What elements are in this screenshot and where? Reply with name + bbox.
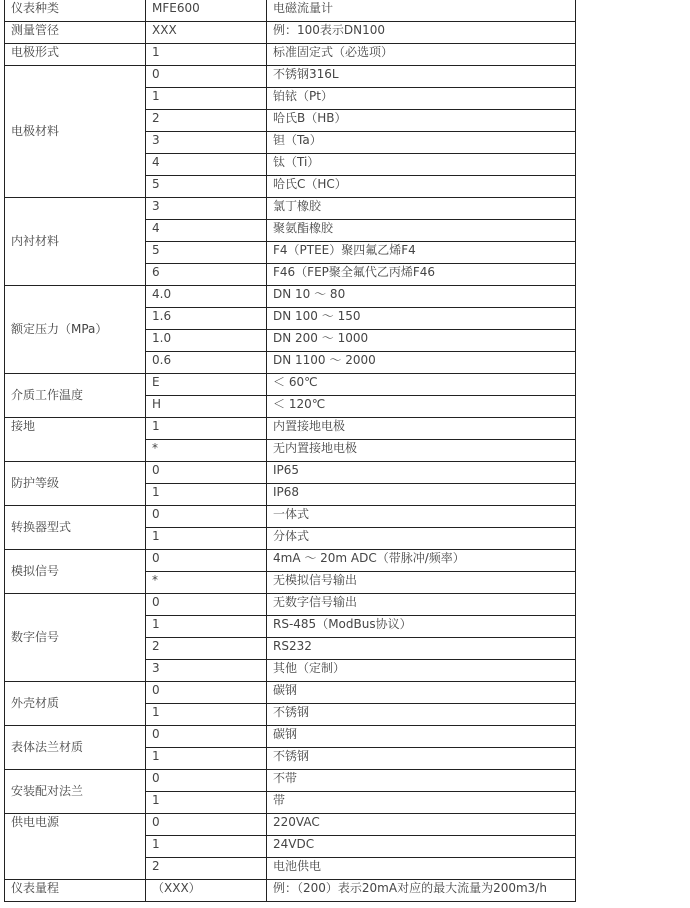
group-label-cell: 安装配对法兰 — [5, 770, 146, 814]
description-cell: IP65 — [267, 462, 576, 484]
description-cell: 一体式 — [267, 506, 576, 528]
group-label-cell: 内衬材料 — [5, 198, 146, 286]
description-cell: F46（FEP聚全氟代乙丙烯F46 — [267, 264, 576, 286]
code-cell: 1 — [146, 616, 267, 638]
table-row — [5, 0, 576, 22]
group-label-cell: 额定压力（MPa） — [5, 286, 146, 374]
description-cell: DN 10 ～ 80 — [267, 286, 576, 308]
description-cell: RS-485（ModBus协议） — [267, 616, 576, 638]
code-cell: 1 — [146, 88, 267, 110]
code-cell: 0 — [146, 66, 267, 88]
description-cell: 铂铱（Pt） — [267, 88, 576, 110]
group-label-cell: 数字信号 — [5, 594, 146, 682]
code-cell: 1 — [146, 484, 267, 506]
code-cell: 0 — [146, 726, 267, 748]
code-cell: 4.0 — [146, 286, 267, 308]
code-cell: 1.0 — [146, 330, 267, 352]
group-label-cell: 防护等级 — [5, 462, 146, 506]
group-label-cell: 仪表量程 — [5, 880, 146, 902]
table-row — [5, 418, 576, 440]
description-cell: 不锈钢 — [267, 748, 576, 770]
code-cell: 6 — [146, 264, 267, 286]
group-label-cell: 接地 — [5, 418, 146, 462]
description-cell: 带 — [267, 792, 576, 814]
code-cell: 1 — [146, 836, 267, 858]
description-cell: 无内置接地电极 — [267, 440, 576, 462]
description-cell: DN 100 ～ 150 — [267, 308, 576, 330]
description-cell: 内置接地电极 — [267, 418, 576, 440]
description-cell: IP68 — [267, 484, 576, 506]
spec-table-body — [5, 0, 576, 902]
code-cell: 1.6 — [146, 308, 267, 330]
description-cell: 哈氏B（HB） — [267, 110, 576, 132]
table-row — [5, 726, 576, 748]
code-cell: 0 — [146, 814, 267, 836]
description-cell: ＜ 60℃ — [267, 374, 576, 396]
spec-table — [4, 0, 576, 902]
description-cell: 标准固定式（必选项） — [267, 44, 576, 66]
code-cell: 4 — [146, 154, 267, 176]
description-cell: 电磁流量计 — [267, 0, 576, 22]
code-cell: 1 — [146, 44, 267, 66]
group-label-cell: 仪表种类 — [5, 0, 146, 22]
code-cell: MFE600 — [146, 0, 267, 22]
description-cell: 无模拟信号输出 — [267, 572, 576, 594]
group-label-cell: 供电电源 — [5, 814, 146, 880]
code-cell: 1 — [146, 704, 267, 726]
table-row — [5, 594, 576, 616]
table-row — [5, 550, 576, 572]
table-row — [5, 22, 576, 44]
group-label-cell: 表体法兰材质 — [5, 726, 146, 770]
code-cell: 1 — [146, 748, 267, 770]
code-cell: 0 — [146, 506, 267, 528]
code-cell: 1 — [146, 418, 267, 440]
table-row — [5, 462, 576, 484]
code-cell: 5 — [146, 176, 267, 198]
group-label-cell: 电极形式 — [5, 44, 146, 66]
table-row — [5, 682, 576, 704]
description-cell: 氯丁橡胶 — [267, 198, 576, 220]
group-label-cell: 测量管径 — [5, 22, 146, 44]
description-cell: 聚氨酯橡胶 — [267, 220, 576, 242]
description-cell: ＜ 120℃ — [267, 396, 576, 418]
code-cell: 0.6 — [146, 352, 267, 374]
code-cell: 5 — [146, 242, 267, 264]
code-cell: H — [146, 396, 267, 418]
code-cell: 2 — [146, 638, 267, 660]
table-row — [5, 198, 576, 220]
table-row — [5, 814, 576, 836]
code-cell: XXX — [146, 22, 267, 44]
code-cell: 1 — [146, 792, 267, 814]
group-label-cell: 电极材料 — [5, 66, 146, 198]
description-cell: 不锈钢316L — [267, 66, 576, 88]
code-cell: 3 — [146, 660, 267, 682]
description-cell: 电池供电 — [267, 858, 576, 880]
table-row — [5, 506, 576, 528]
description-cell: 分体式 — [267, 528, 576, 550]
table-row — [5, 44, 576, 66]
code-cell: E — [146, 374, 267, 396]
table-row — [5, 286, 576, 308]
description-cell: 不带 — [267, 770, 576, 792]
code-cell: 2 — [146, 858, 267, 880]
description-cell: 例：100表示DN100 — [267, 22, 576, 44]
code-cell: （XXX） — [146, 880, 267, 902]
description-cell: 例：（200）表示20mA对应的最大流量为200m3/h — [267, 880, 576, 902]
description-cell: 4mA ～ 20m ADC（带脉冲/频率） — [267, 550, 576, 572]
description-cell: F4（PTEE）聚四氟乙烯F4 — [267, 242, 576, 264]
description-cell: 碳钢 — [267, 726, 576, 748]
code-cell: * — [146, 572, 267, 594]
group-label-cell: 外壳材质 — [5, 682, 146, 726]
code-cell: 0 — [146, 594, 267, 616]
code-cell: 1 — [146, 528, 267, 550]
description-cell: 220VAC — [267, 814, 576, 836]
group-label-cell: 介质工作温度 — [5, 374, 146, 418]
group-label-cell: 模拟信号 — [5, 550, 146, 594]
description-cell: 24VDC — [267, 836, 576, 858]
description-cell: 其他（定制） — [267, 660, 576, 682]
code-cell: 3 — [146, 132, 267, 154]
description-cell: RS232 — [267, 638, 576, 660]
code-cell: * — [146, 440, 267, 462]
table-row — [5, 880, 576, 902]
code-cell: 3 — [146, 198, 267, 220]
code-cell: 0 — [146, 462, 267, 484]
description-cell: 钽（Ta） — [267, 132, 576, 154]
description-cell: 钛（Ti） — [267, 154, 576, 176]
description-cell: 碳钢 — [267, 682, 576, 704]
code-cell: 0 — [146, 682, 267, 704]
table-row — [5, 374, 576, 396]
group-label-cell: 转换器型式 — [5, 506, 146, 550]
table-row — [5, 770, 576, 792]
description-cell: DN 1100 ～ 2000 — [267, 352, 576, 374]
code-cell: 4 — [146, 220, 267, 242]
table-row — [5, 66, 576, 88]
code-cell: 0 — [146, 770, 267, 792]
description-cell: 不锈钢 — [267, 704, 576, 726]
code-cell: 2 — [146, 110, 267, 132]
description-cell: 哈氏C（HC） — [267, 176, 576, 198]
code-cell: 0 — [146, 550, 267, 572]
description-cell: 无数字信号输出 — [267, 594, 576, 616]
description-cell: DN 200 ～ 1000 — [267, 330, 576, 352]
